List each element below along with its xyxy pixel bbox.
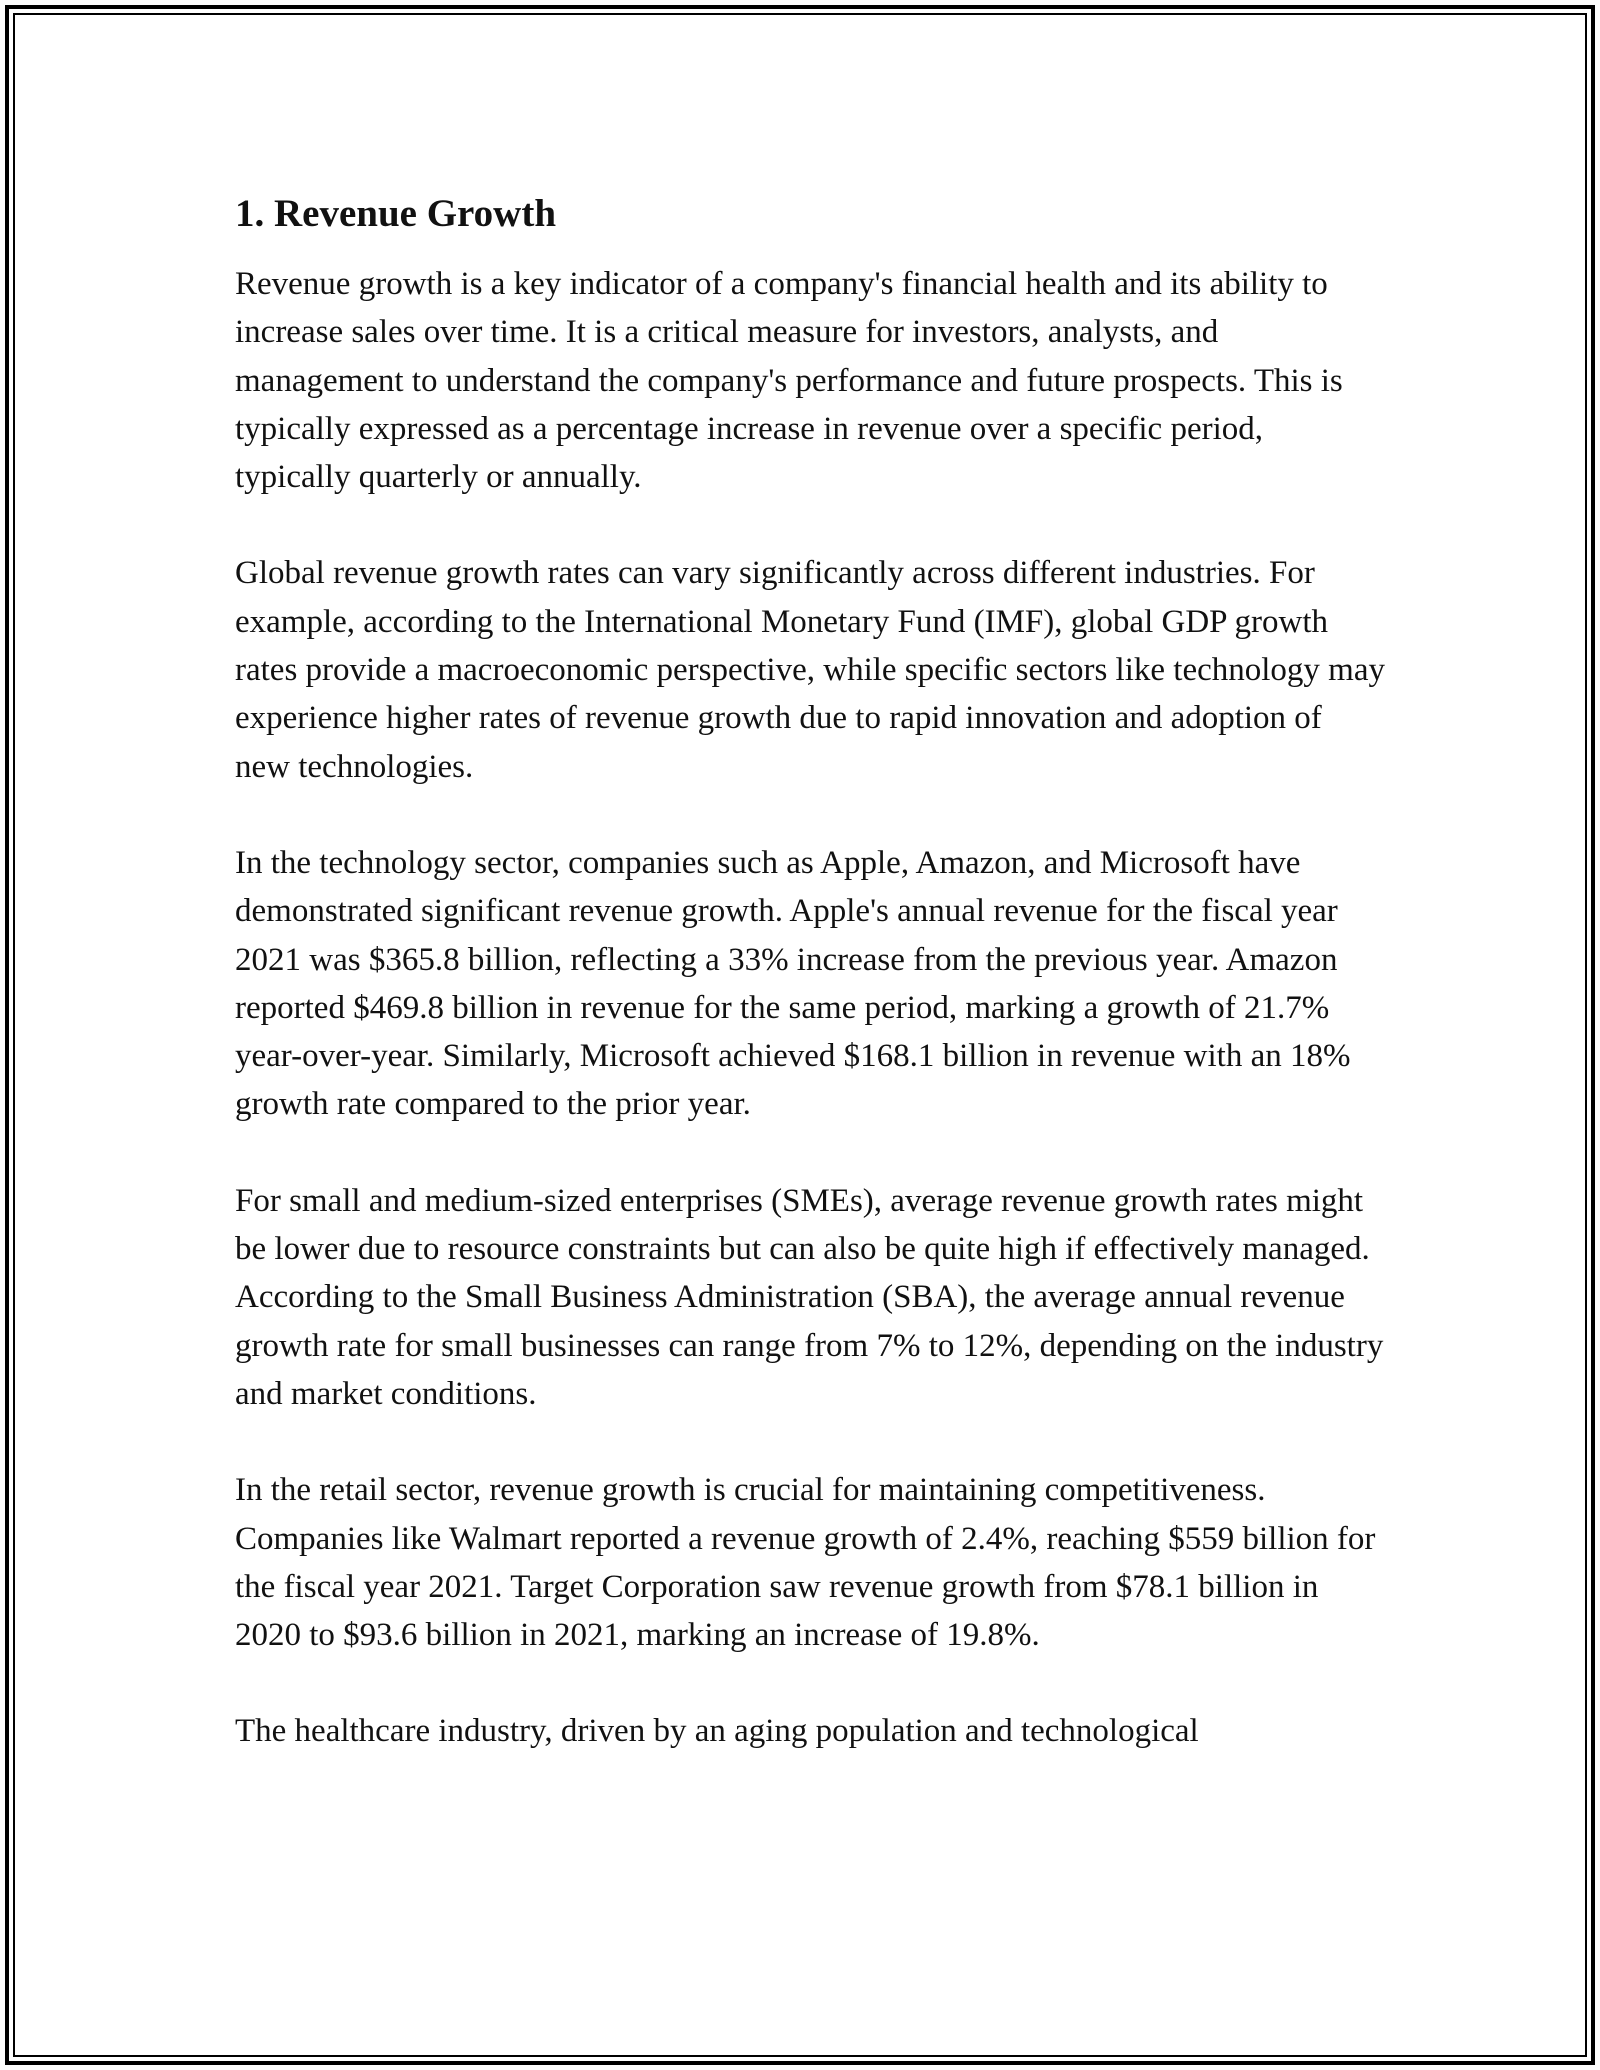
paragraph-smes: For small and medium-sized enterprises (SMEs), average revenue growth rates might be lower due to resource constraints but can also be quite high if effectively managed. According to the Small Business Administration (SBA), the average annual revenue growth rate for small businesses can range from 7% to 12%, depending on the industry and market conditions. bbox=[235, 1182, 1384, 1412]
document-body bbox=[235, 188, 1385, 1804]
paragraph-healthcare: The healthcare industry, driven by an aging population and technological bbox=[235, 1713, 1199, 1750]
paragraph-technology-sector: In the technology sector, companies such as Apple, Amazon, and Microsoft have demonstrated significant revenue growth. Apple's annual revenue for the fiscal year 2021 was $365.8 billion, reflecting a 33% increase from the previous year. Amazon reported $469.8 billion in revenue for the same period, marking a growth of 21.7% year-over-year. Similarly, Microsoft achieved $168.1 billion in revenue with an 18% growth rate compared to the prior year. bbox=[235, 844, 1351, 1123]
paragraph-global-growth: Global revenue growth rates can vary significantly across different industries. For example, according to the International Monetary Fund (IMF), global GDP growth rates provide a macroeconomic perspective, while specific sectors like technology may experience higher rates of revenue growth due to rapid innovation and adoption of new technologies. bbox=[235, 555, 1385, 785]
paragraph-intro: Revenue growth is a key indicator of a company's financial health and its ability to increase sales over time. It is a critical measure for investors, analysts, and management to understand the company's performance and future prospects. This is typically expressed as a percentage increase in revenue over a specific period, typically quarterly or annually. bbox=[235, 266, 1343, 496]
section-heading: 1. Revenue Growth bbox=[235, 192, 557, 235]
paragraph-retail-sector: In the retail sector, revenue growth is crucial for maintaining competitiveness. Companies like Walmart reported a revenue growth of 2.4%, reaching $559 billion for the fiscal year 2021. Target Corporation saw revenue growth from $78.1 billion in 2020 to $93.6 billion in 2021, marking an increase of 19.8%. bbox=[235, 1472, 1376, 1654]
